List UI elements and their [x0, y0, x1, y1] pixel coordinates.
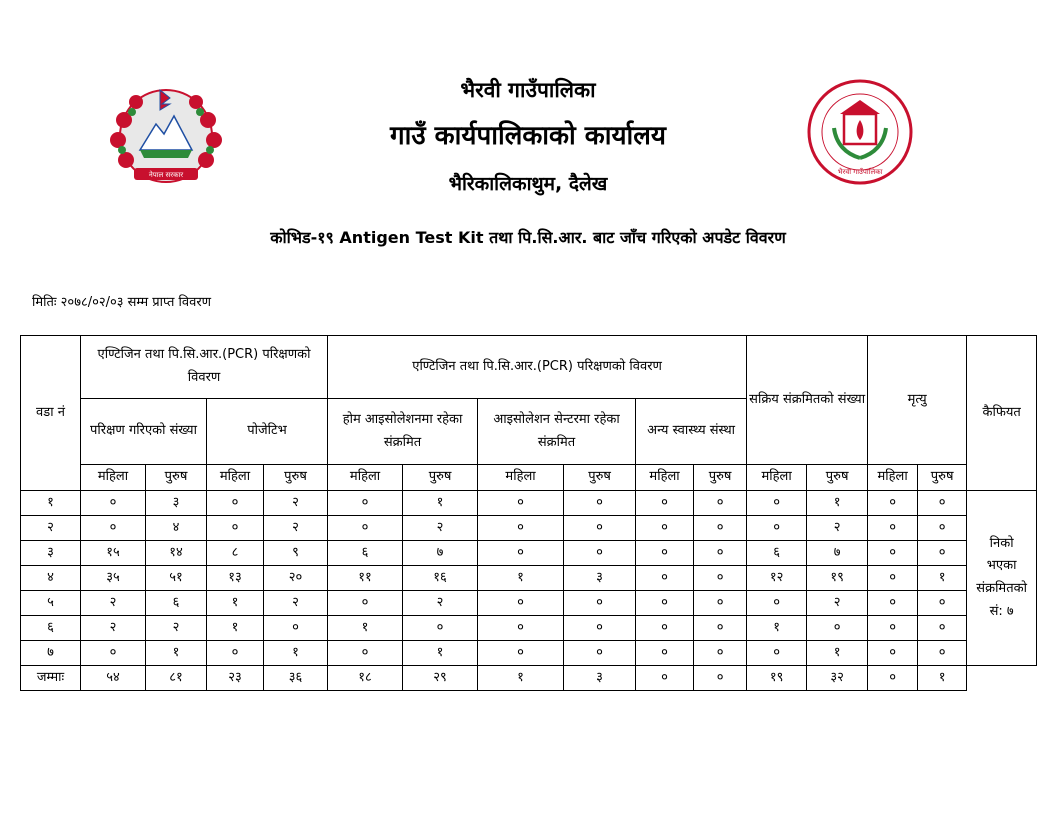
cell-am: २ [807, 516, 868, 541]
table-row [21, 516, 1037, 541]
cell-of: ० [636, 566, 694, 591]
cell-tm: १ [146, 641, 207, 666]
cell-pf: १३ [207, 566, 264, 591]
death-header: मृत्यु [868, 336, 967, 465]
cell-dm: ० [918, 541, 967, 566]
cell-pf: ० [207, 641, 264, 666]
cell-df: ० [868, 641, 918, 666]
total-df: ० [868, 666, 918, 691]
total-am: ३२ [807, 666, 868, 691]
cell-pf: ८ [207, 541, 264, 566]
cell-tf: २ [81, 591, 146, 616]
cell-if: १ [478, 566, 564, 591]
remark-line: संक्रमितको [976, 581, 1027, 596]
gender-header-female: महिला [328, 465, 403, 491]
cell-tf: ० [81, 491, 146, 516]
gender-header-female: महिला [636, 465, 694, 491]
gender-header-female: महिला [207, 465, 264, 491]
cell-hf: १ [328, 616, 403, 641]
cell-af: ० [747, 641, 807, 666]
total-of: ० [636, 666, 694, 691]
cell-hm: १६ [403, 566, 478, 591]
gender-header-female: महिला [868, 465, 918, 491]
total-if: १ [478, 666, 564, 691]
cell-hm: १ [403, 491, 478, 516]
cell-hf: ० [328, 591, 403, 616]
cell-df: ० [868, 591, 918, 616]
cell-pf: ० [207, 516, 264, 541]
cell-tf: २ [81, 616, 146, 641]
table-row [21, 641, 1037, 666]
emblem-right-text: भैरवी गाउँपालिका [837, 168, 883, 176]
cell-pm: २ [264, 491, 328, 516]
cell-if: ० [478, 616, 564, 641]
total-pf: २३ [207, 666, 264, 691]
group2-header: एण्टिजिन तथा पि.सि.आर.(PCR) परिक्षणको विवरण [328, 336, 747, 399]
cell-pm: ० [264, 616, 328, 641]
total-tf: ५४ [81, 666, 146, 691]
cell-dm: १ [918, 566, 967, 591]
cell-hm: २ [403, 516, 478, 541]
org-name: भैरवी गाउँपालिका [460, 78, 596, 102]
group1-header: एण्टिजिन तथा पि.सि.आर.(PCR) परिक्षणको विवरण [81, 336, 328, 399]
cell-of: ० [636, 491, 694, 516]
table-row [21, 566, 1037, 591]
total-ward: जम्माः [21, 666, 81, 691]
total-tm: ८१ [146, 666, 207, 691]
cell-im: ० [564, 641, 636, 666]
table-row [21, 591, 1037, 616]
total-hf: १८ [328, 666, 403, 691]
cell-pf: १ [207, 616, 264, 641]
cell-om: ० [694, 541, 747, 566]
cell-af: १ [747, 616, 807, 641]
cell-pf: १ [207, 591, 264, 616]
cell-im: ० [564, 591, 636, 616]
cell-af: ० [747, 591, 807, 616]
total-pm: ३६ [264, 666, 328, 691]
total-dm: १ [918, 666, 967, 691]
date-line: मितिः २०७८/०२/०३ सम्म प्राप्त विवरण [32, 295, 212, 310]
gender-header-male: पुरुष [146, 465, 207, 491]
cell-pf: ० [207, 491, 264, 516]
remark-line: निको [989, 535, 1014, 551]
cell-im: ० [564, 491, 636, 516]
covid-report-table [20, 335, 1037, 691]
cell-ward: २ [21, 516, 81, 541]
total-af: १९ [747, 666, 807, 691]
cell-am: १९ [807, 566, 868, 591]
cell-ward: ७ [21, 641, 81, 666]
cell-am: ७ [807, 541, 868, 566]
total-row [21, 666, 1037, 691]
ward-header: वडा नं [21, 336, 81, 491]
cell-pm: २० [264, 566, 328, 591]
tested-subheader: परिक्षण गरिएको संख्या [81, 399, 207, 465]
cell-ward: ५ [21, 591, 81, 616]
address: भैरिकालिकाथुम, दैलेख [448, 173, 608, 195]
cell-af: ० [747, 516, 807, 541]
cell-hm: ० [403, 616, 478, 641]
gender-header-male: पुरुष [694, 465, 747, 491]
cell-df: ० [868, 566, 918, 591]
cell-pm: १ [264, 641, 328, 666]
cell-hf: ११ [328, 566, 403, 591]
cell-if: ० [478, 541, 564, 566]
total-im: ३ [564, 666, 636, 691]
isolation-center-subheader: आइसोलेशन सेन्टरमा रहेका संक्रमित [478, 399, 636, 465]
cell-af: १२ [747, 566, 807, 591]
cell-ward: १ [21, 491, 81, 516]
cell-hm: ७ [403, 541, 478, 566]
table-row [21, 616, 1037, 641]
cell-dm: ० [918, 516, 967, 541]
cell-dm: ० [918, 616, 967, 641]
cell-pm: २ [264, 516, 328, 541]
cell-of: ० [636, 541, 694, 566]
cell-pm: ९ [264, 541, 328, 566]
cell-tm: २ [146, 616, 207, 641]
gender-header-male: पुरुष [918, 465, 967, 491]
other-health-subheader: अन्य स्वास्थ्य संस्था [636, 399, 747, 465]
total-om: ० [694, 666, 747, 691]
cell-hf: ० [328, 491, 403, 516]
cell-om: ० [694, 616, 747, 641]
cell-om: ० [694, 566, 747, 591]
cell-om: ० [694, 641, 747, 666]
cell-of: ० [636, 516, 694, 541]
cell-hm: १ [403, 641, 478, 666]
home-isolation-subheader: होम आइसोलेशनमा रहेका संक्रमित [328, 399, 478, 465]
cell-im: ० [564, 516, 636, 541]
cell-hf: ० [328, 641, 403, 666]
cell-ward: ६ [21, 616, 81, 641]
gender-header-female: महिला [478, 465, 564, 491]
cell-im: ० [564, 541, 636, 566]
remarks-header: कैफियत [967, 336, 1037, 491]
cell-if: ० [478, 516, 564, 541]
cell-am: २ [807, 591, 868, 616]
cell-im: ० [564, 616, 636, 641]
cell-dm: ० [918, 591, 967, 616]
cell-dm: ० [918, 491, 967, 516]
cell-af: ० [747, 491, 807, 516]
cell-im: ३ [564, 566, 636, 591]
cell-ward: ४ [21, 566, 81, 591]
cell-if: ० [478, 591, 564, 616]
cell-om: ० [694, 591, 747, 616]
cell-am: १ [807, 641, 868, 666]
cell-if: ० [478, 641, 564, 666]
office-name: गाउँ कार्यपालिकाको कार्यालय [390, 121, 666, 151]
cell-am: ० [807, 616, 868, 641]
cell-hm: २ [403, 591, 478, 616]
cell-om: ० [694, 491, 747, 516]
remark-line: भएका [986, 558, 1017, 574]
cell-af: ६ [747, 541, 807, 566]
positive-subheader: पोजेटिभ [207, 399, 328, 465]
cell-ward: ३ [21, 541, 81, 566]
cell-df: ० [868, 516, 918, 541]
cell-am: १ [807, 491, 868, 516]
cell-tm: १४ [146, 541, 207, 566]
cell-tm: ५१ [146, 566, 207, 591]
cell-tf: ० [81, 516, 146, 541]
cell-if: ० [478, 491, 564, 516]
emblem-left-banner: नेपाल सरकार [148, 171, 184, 179]
table-row [21, 541, 1037, 566]
table-row [21, 491, 1037, 516]
total-hm: २९ [403, 666, 478, 691]
gender-header-male: पुरुष [564, 465, 636, 491]
gender-header-male: पुरुष [264, 465, 328, 491]
cell-om: ० [694, 516, 747, 541]
report-title: कोभिड-१९ Antigen Test Kit तथा पि.सि.आर. बाट जाँच गरिएको अपडेट विवरण [270, 228, 786, 247]
cell-of: ० [636, 591, 694, 616]
cell-tm: ३ [146, 491, 207, 516]
remark-cell [967, 491, 1037, 666]
gender-header-male: पुरुष [403, 465, 478, 491]
remark-line: सं: ७ [989, 603, 1014, 619]
cell-of: ० [636, 616, 694, 641]
cell-dm: ० [918, 641, 967, 666]
cell-tf: ३५ [81, 566, 146, 591]
cell-df: ० [868, 491, 918, 516]
cell-df: ० [868, 616, 918, 641]
gender-header-female: महिला [747, 465, 807, 491]
cell-pm: २ [264, 591, 328, 616]
cell-hf: ० [328, 516, 403, 541]
cell-df: ० [868, 541, 918, 566]
gender-header-female: महिला [81, 465, 146, 491]
cell-tf: १५ [81, 541, 146, 566]
cell-of: ० [636, 641, 694, 666]
cell-tf: ० [81, 641, 146, 666]
cell-tm: ४ [146, 516, 207, 541]
active-header: सक्रिय संक्रमितको संख्या [747, 336, 868, 465]
cell-hf: ६ [328, 541, 403, 566]
gender-header-male: पुरुष [807, 465, 868, 491]
cell-tm: ६ [146, 591, 207, 616]
